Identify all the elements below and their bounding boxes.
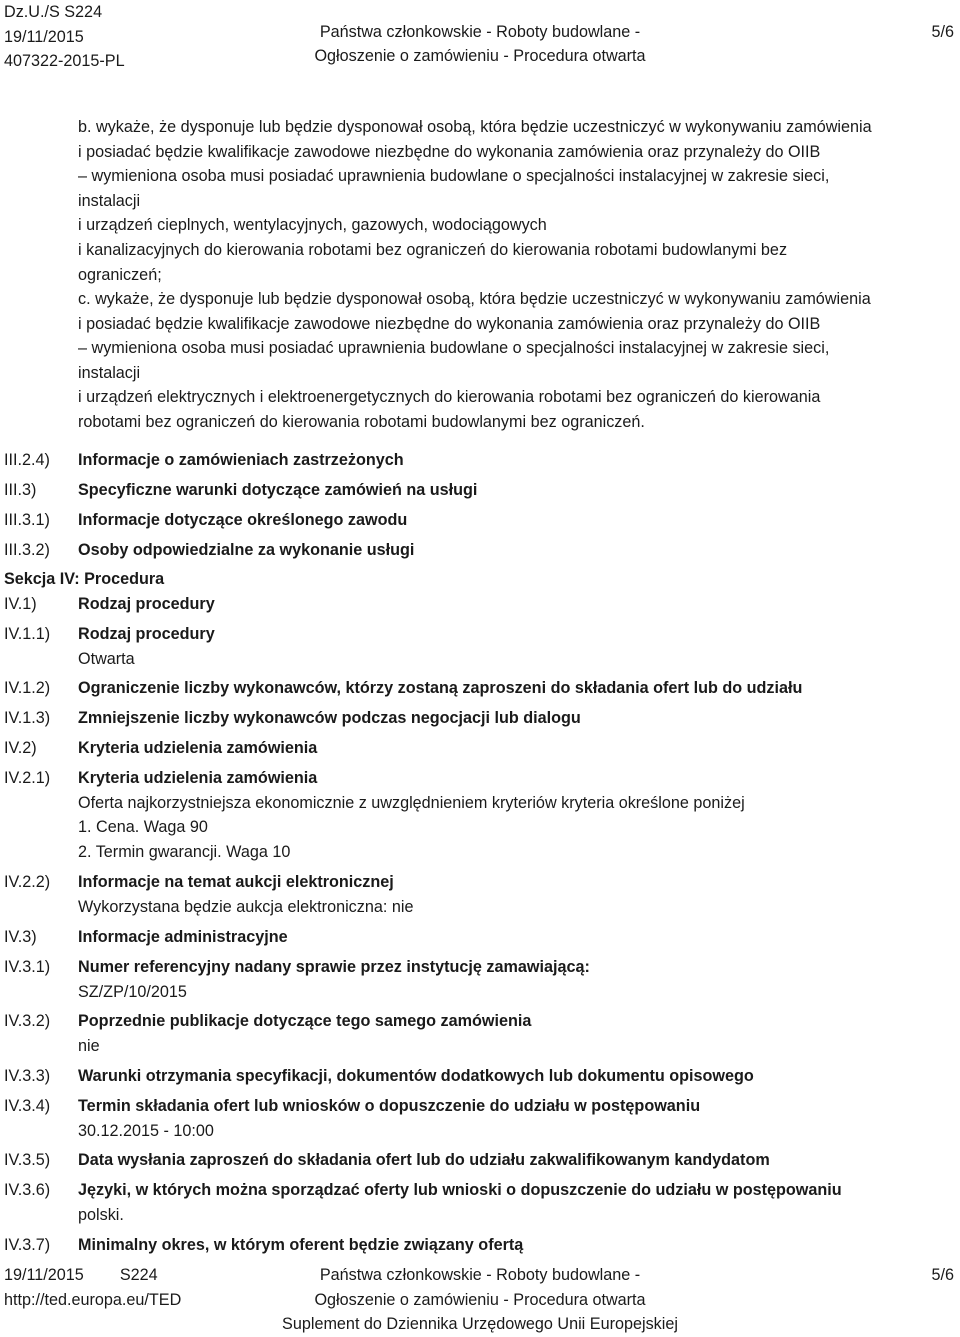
section-number: III.3) xyxy=(4,481,37,499)
section-number: IV.3.2) xyxy=(4,1012,51,1030)
section-number: IV.3.4) xyxy=(4,1097,51,1115)
header-page-number: 5/6 xyxy=(931,23,954,41)
footer-title-2: Ogłoszenie o zamówieniu - Procedura otwarta xyxy=(314,1291,646,1309)
section-number: IV.1) xyxy=(4,595,37,613)
section-title: Rodzaj procedury xyxy=(78,625,215,643)
section-number: IV.3.7) xyxy=(4,1236,51,1254)
section-title: Specyficzne warunki dotyczące zamówień na usługi xyxy=(78,481,478,499)
section-title: Informacje o zamówieniach zastrzeżonych xyxy=(78,451,404,469)
section-number: III.2.4) xyxy=(4,451,50,469)
section-title: Minimalny okres, w którym oferent będzie związany ofertą xyxy=(78,1236,524,1254)
section-number: IV.3.1) xyxy=(4,958,51,976)
section-body xyxy=(78,870,413,919)
section-body xyxy=(78,955,590,1004)
para-b-line: ograniczeń; xyxy=(78,265,162,284)
section-title: Informacje na temat aukcji elektronicznej xyxy=(78,873,394,891)
footer-supplement: Suplement do Dziennika Urzędowego Unii Europejskiej xyxy=(282,1315,678,1333)
footer-url[interactable]: http://ted.europa.eu/TED xyxy=(4,1291,182,1309)
section-body xyxy=(78,622,215,671)
section-title: Data wysłania zaproszeń do składania ofert lub do udziału zakwalifikowanym kandydatom xyxy=(78,1151,770,1169)
para-b-line: instalacji xyxy=(78,191,141,210)
section-title: Języki, w których można sporządzać oferty lub wnioski o dopuszczenie do udziału w postępowaniu xyxy=(78,1181,842,1199)
section-number: IV.3.3) xyxy=(4,1067,51,1085)
para-c-line: – wymieniona osoba musi posiadać uprawnienia budowlane o specjalności instalacyjnej w zakresie sieci, xyxy=(78,339,830,358)
section-title: Ograniczenie liczby wykonawców, którzy zostaną zaproszeni do składania ofert lub do udziału xyxy=(78,679,803,697)
section-value: SZ/ZP/10/2015 xyxy=(78,982,187,1001)
para-b-line: – wymieniona osoba musi posiadać uprawnienia budowlane o specjalności instalacyjnej w zakresie sieci, xyxy=(78,167,830,186)
section-number: IV.3) xyxy=(4,928,37,946)
section-title: Termin składania ofert lub wniosków o dopuszczenie do udziału w postępowaniu xyxy=(78,1097,701,1115)
section-value: nie xyxy=(78,1036,100,1055)
section-iv-heading: Sekcja IV: Procedura xyxy=(4,570,165,588)
section-number: IV.1.3) xyxy=(4,709,51,727)
page-header xyxy=(0,0,960,70)
paragraph-b xyxy=(78,115,958,287)
section-value: Wykorzystana będzie aukcja elektroniczna: nie xyxy=(78,897,414,916)
section-value: 2. Termin gwarancji. Waga 10 xyxy=(78,842,291,861)
header-date: 19/11/2015 xyxy=(4,27,84,46)
para-c-line: robotami bez ograniczeń do kierowania robotami budowlanymi bez ograniczeń. xyxy=(78,412,645,431)
section-title: Osoby odpowiedzialne za wykonanie usługi xyxy=(78,541,415,559)
section-title: Warunki otrzymania specyfikacji, dokumentów dodatkowych lub dokumentu opisowego xyxy=(78,1067,754,1085)
section-number: IV.3.6) xyxy=(4,1181,51,1199)
section-body xyxy=(78,1094,700,1143)
section-title: Rodzaj procedury xyxy=(78,595,215,613)
section-number: IV.1.1) xyxy=(4,625,51,643)
section-body xyxy=(78,766,745,864)
header-title-1: Państwa członkowskie - Roboty budowlane - xyxy=(319,23,641,41)
section-body xyxy=(78,1009,531,1058)
section-title: Informacje dotyczące określonego zawodu xyxy=(78,511,408,529)
section-number: III.3.2) xyxy=(4,541,50,559)
para-b-line: i urządzeń cieplnych, wentylacyjnych, gazowych, wodociągowych xyxy=(78,216,547,235)
section-value: Otwarta xyxy=(78,649,135,668)
para-b-line: i kanalizacyjnych do kierowania robotami bez ograniczeń do kierowania robotami budowlanymi bez xyxy=(78,240,788,259)
para-c-line: instalacji xyxy=(78,363,141,382)
section-number: IV.2) xyxy=(4,739,37,757)
paragraph-c xyxy=(78,287,958,435)
para-b-line: b. wykaże, że dysponuje lub będzie dysponował osobą, która będzie uczestniczyć w wykonywaniu zamówienia xyxy=(78,118,872,136)
para-c-line: i urządzeń elektrycznych i elektroenergetycznych do kierowania robotami bez ograniczeń do kierowania xyxy=(78,388,821,407)
section-value: Oferta najkorzystniejsza ekonomicznie z uwzględnieniem kryteriów kryteria określone poniżej xyxy=(78,793,745,812)
para-b-line: i posiadać będzie kwalifikacje zawodowe niezbędne do wykonania zamówienia oraz przynależy do OIIB xyxy=(78,142,821,161)
section-number: IV.3.5) xyxy=(4,1151,51,1169)
footer-issue: S224 xyxy=(119,1266,158,1284)
section-title: Kryteria udzielenia zamówienia xyxy=(78,739,318,757)
footer-date: 19/11/2015 xyxy=(4,1266,84,1284)
footer-title-1: Państwa członkowskie - Roboty budowlane - xyxy=(319,1266,641,1284)
section-title: Zmniejszenie liczby wykonawców podczas negocjacji lub dialogu xyxy=(78,709,581,727)
footer-page-number: 5/6 xyxy=(931,1266,954,1284)
section-value: polski. xyxy=(78,1205,124,1224)
section-number: IV.2.2) xyxy=(4,873,51,891)
section-body xyxy=(78,1178,842,1227)
header-oj-ref: Dz.U./S S224 xyxy=(4,3,103,21)
para-c-line: i posiadać będzie kwalifikacje zawodowe niezbędne do wykonania zamówienia oraz przynależy do OIIB xyxy=(78,314,821,333)
page-footer xyxy=(0,1263,960,1334)
section-title: Informacje administracyjne xyxy=(78,928,288,946)
header-notice-id: 407322-2015-PL xyxy=(4,52,125,71)
section-title: Kryteria udzielenia zamówienia xyxy=(78,769,318,787)
section-number: IV.2.1) xyxy=(4,769,51,787)
para-c-line: c. wykaże, że dysponuje lub będzie dysponował osobą, która będzie uczestniczyć w wykonywaniu zamówienia xyxy=(78,290,871,308)
section-title: Numer referencyjny nadany sprawie przez instytucję zamawiającą: xyxy=(78,958,590,976)
section-number: III.3.1) xyxy=(4,511,50,529)
section-title: Poprzednie publikacje dotyczące tego samego zamówienia xyxy=(78,1012,532,1030)
section-number: IV.1.2) xyxy=(4,679,51,697)
section-value: 1. Cena. Waga 90 xyxy=(78,818,208,837)
header-title-2: Ogłoszenie o zamówieniu - Procedura otwarta xyxy=(314,47,646,65)
section-value: 30.12.2015 - 10:00 xyxy=(78,1121,214,1140)
